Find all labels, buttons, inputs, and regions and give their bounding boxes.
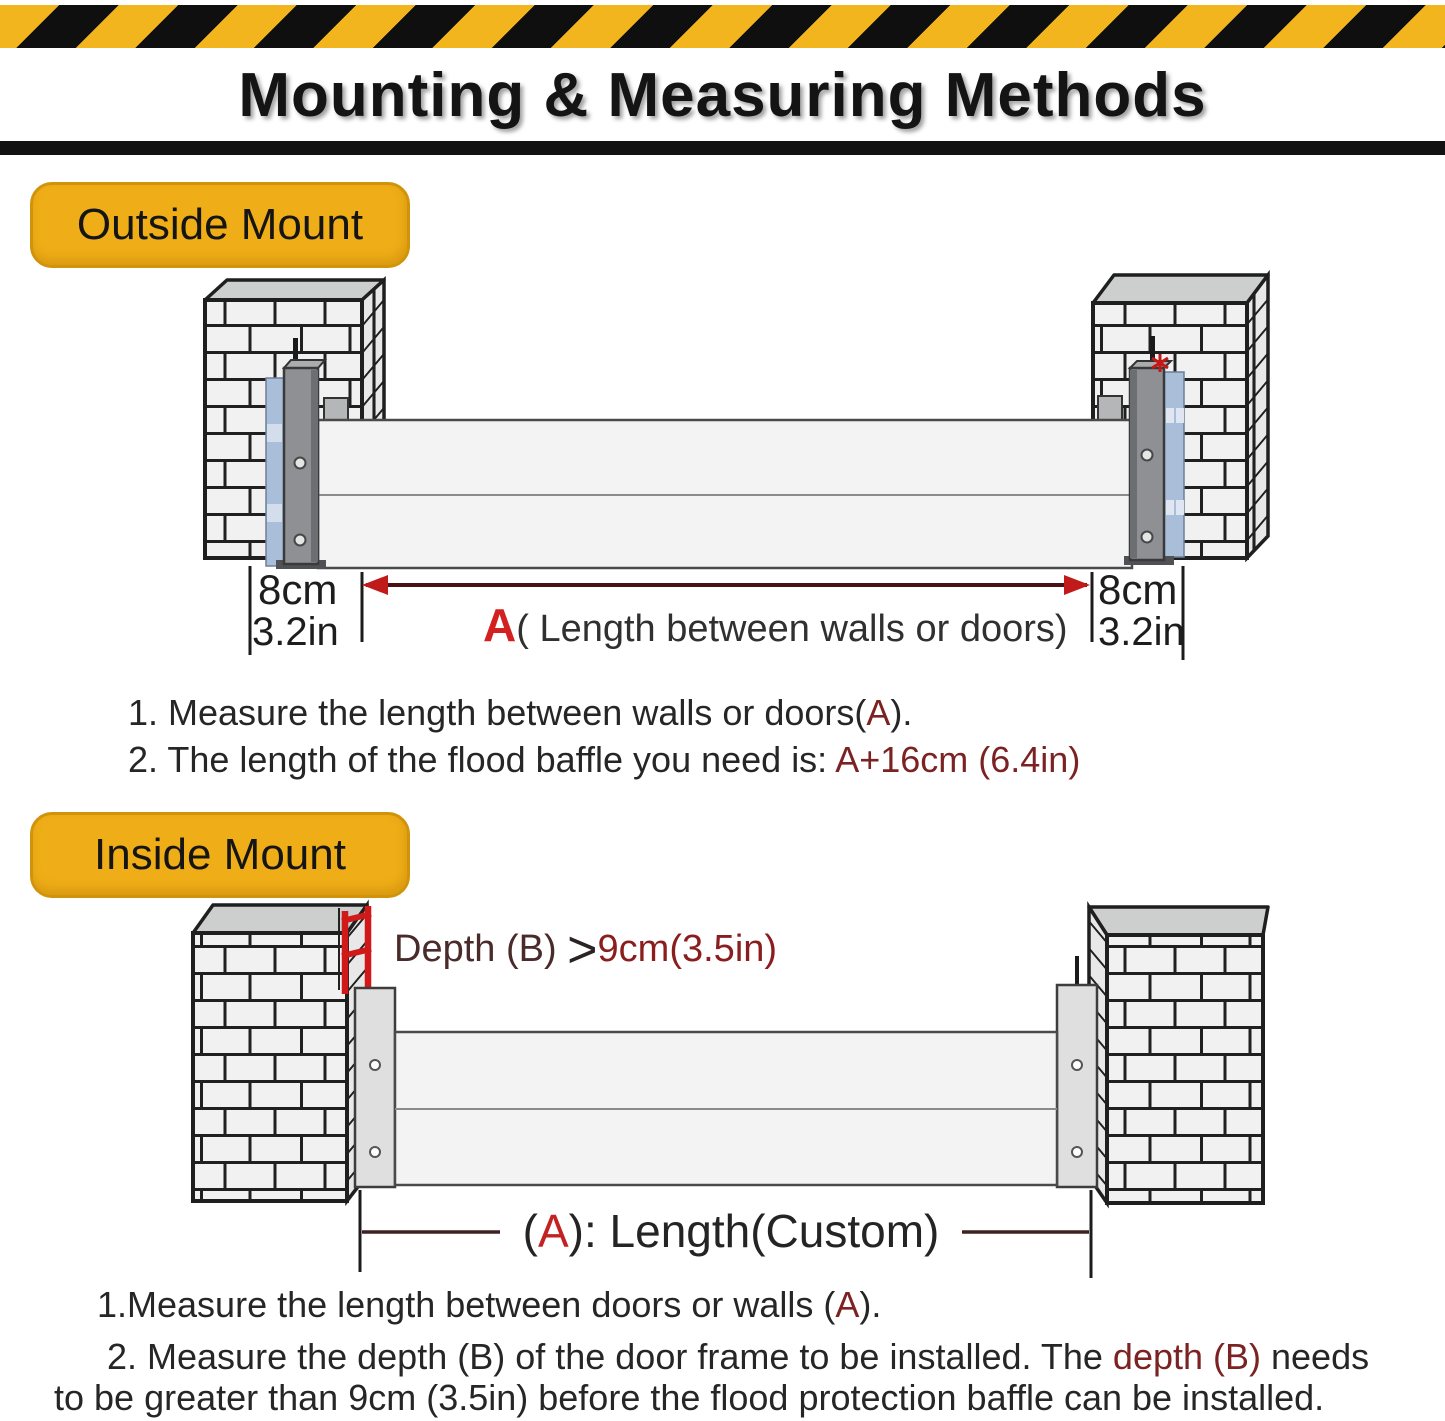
inside-step-2-depth: depth (B) — [1112, 1336, 1261, 1377]
right-offset-cm: 8cm — [1098, 566, 1178, 613]
outside-mount-label: Outside Mount — [76, 200, 364, 249]
length-a-letter: A — [537, 1205, 569, 1257]
page-title: Mounting & Measuring Methods — [238, 61, 1207, 130]
banner-divider — [0, 141, 1445, 155]
outside-step-1-a: A — [866, 692, 891, 733]
inside-step-1 — [97, 1284, 881, 1326]
mounting-channel-left — [355, 988, 395, 1187]
inside-step-2 — [107, 1336, 1369, 1378]
flood-barrier-panel — [395, 1032, 1057, 1185]
length-custom-label — [500, 1204, 962, 1258]
hazard-stripes — [0, 5, 1445, 48]
inside-step-2-line-2: to be greater than 9cm (3.5in) before the flood protection baffle can be installed. — [54, 1377, 1325, 1418]
inside-mount-label: Inside Mount — [94, 830, 346, 879]
outside-step-2-formula: A+16cm (6.4in) — [835, 739, 1081, 780]
outside-mount-tag — [30, 182, 410, 268]
outside-step-2-text: 2. The length of the flood baffle you need is: — [128, 739, 836, 780]
length-open-paren: ( — [522, 1205, 538, 1257]
flood-barrier-panel — [318, 396, 1132, 568]
seal-strip-right — [1164, 372, 1184, 557]
depth-value: 9cm(3.5in) — [597, 928, 778, 970]
left-offset-cm: 8cm — [258, 566, 338, 613]
length-custom-text: ): Length(Custom) — [568, 1205, 940, 1257]
seal-strip-left — [266, 378, 284, 566]
depth-label-text: Depth (B) — [394, 928, 568, 970]
inside-mount-tag — [30, 812, 410, 898]
right-offset-in: 3.2in — [1098, 610, 1185, 654]
outside-step-2 — [128, 739, 1080, 781]
mounting-channel-right — [1057, 956, 1097, 1187]
inside-step-1-text: 1.Measure the length between doors or walls ( — [97, 1284, 836, 1325]
depth-label — [394, 920, 777, 980]
right-pillar — [1089, 907, 1268, 1203]
left-offset-in: 3.2in — [252, 610, 339, 654]
length-a-text: ( Length between walls or doors) — [516, 608, 1068, 650]
length-a-letter: A — [483, 599, 517, 651]
outside-step-1-text: 1. Measure the length between walls or doors( — [128, 692, 867, 733]
inside-step-1-a: A — [835, 1284, 860, 1325]
outside-step-1-end: ). — [890, 692, 913, 733]
length-arrow-label — [483, 598, 1068, 652]
inside-step-1-end: ). — [859, 1284, 882, 1325]
inside-step-2-text: 2. Measure the depth (B) of the door frame to be installed. The — [107, 1336, 1113, 1377]
length-arrow — [362, 575, 1090, 595]
greater-than-sign: > — [567, 921, 598, 979]
outside-step-1 — [128, 692, 912, 734]
inside-step-2-end: needs — [1261, 1336, 1370, 1377]
left-pillar — [193, 905, 367, 1201]
mounting-channel-left — [276, 338, 326, 569]
